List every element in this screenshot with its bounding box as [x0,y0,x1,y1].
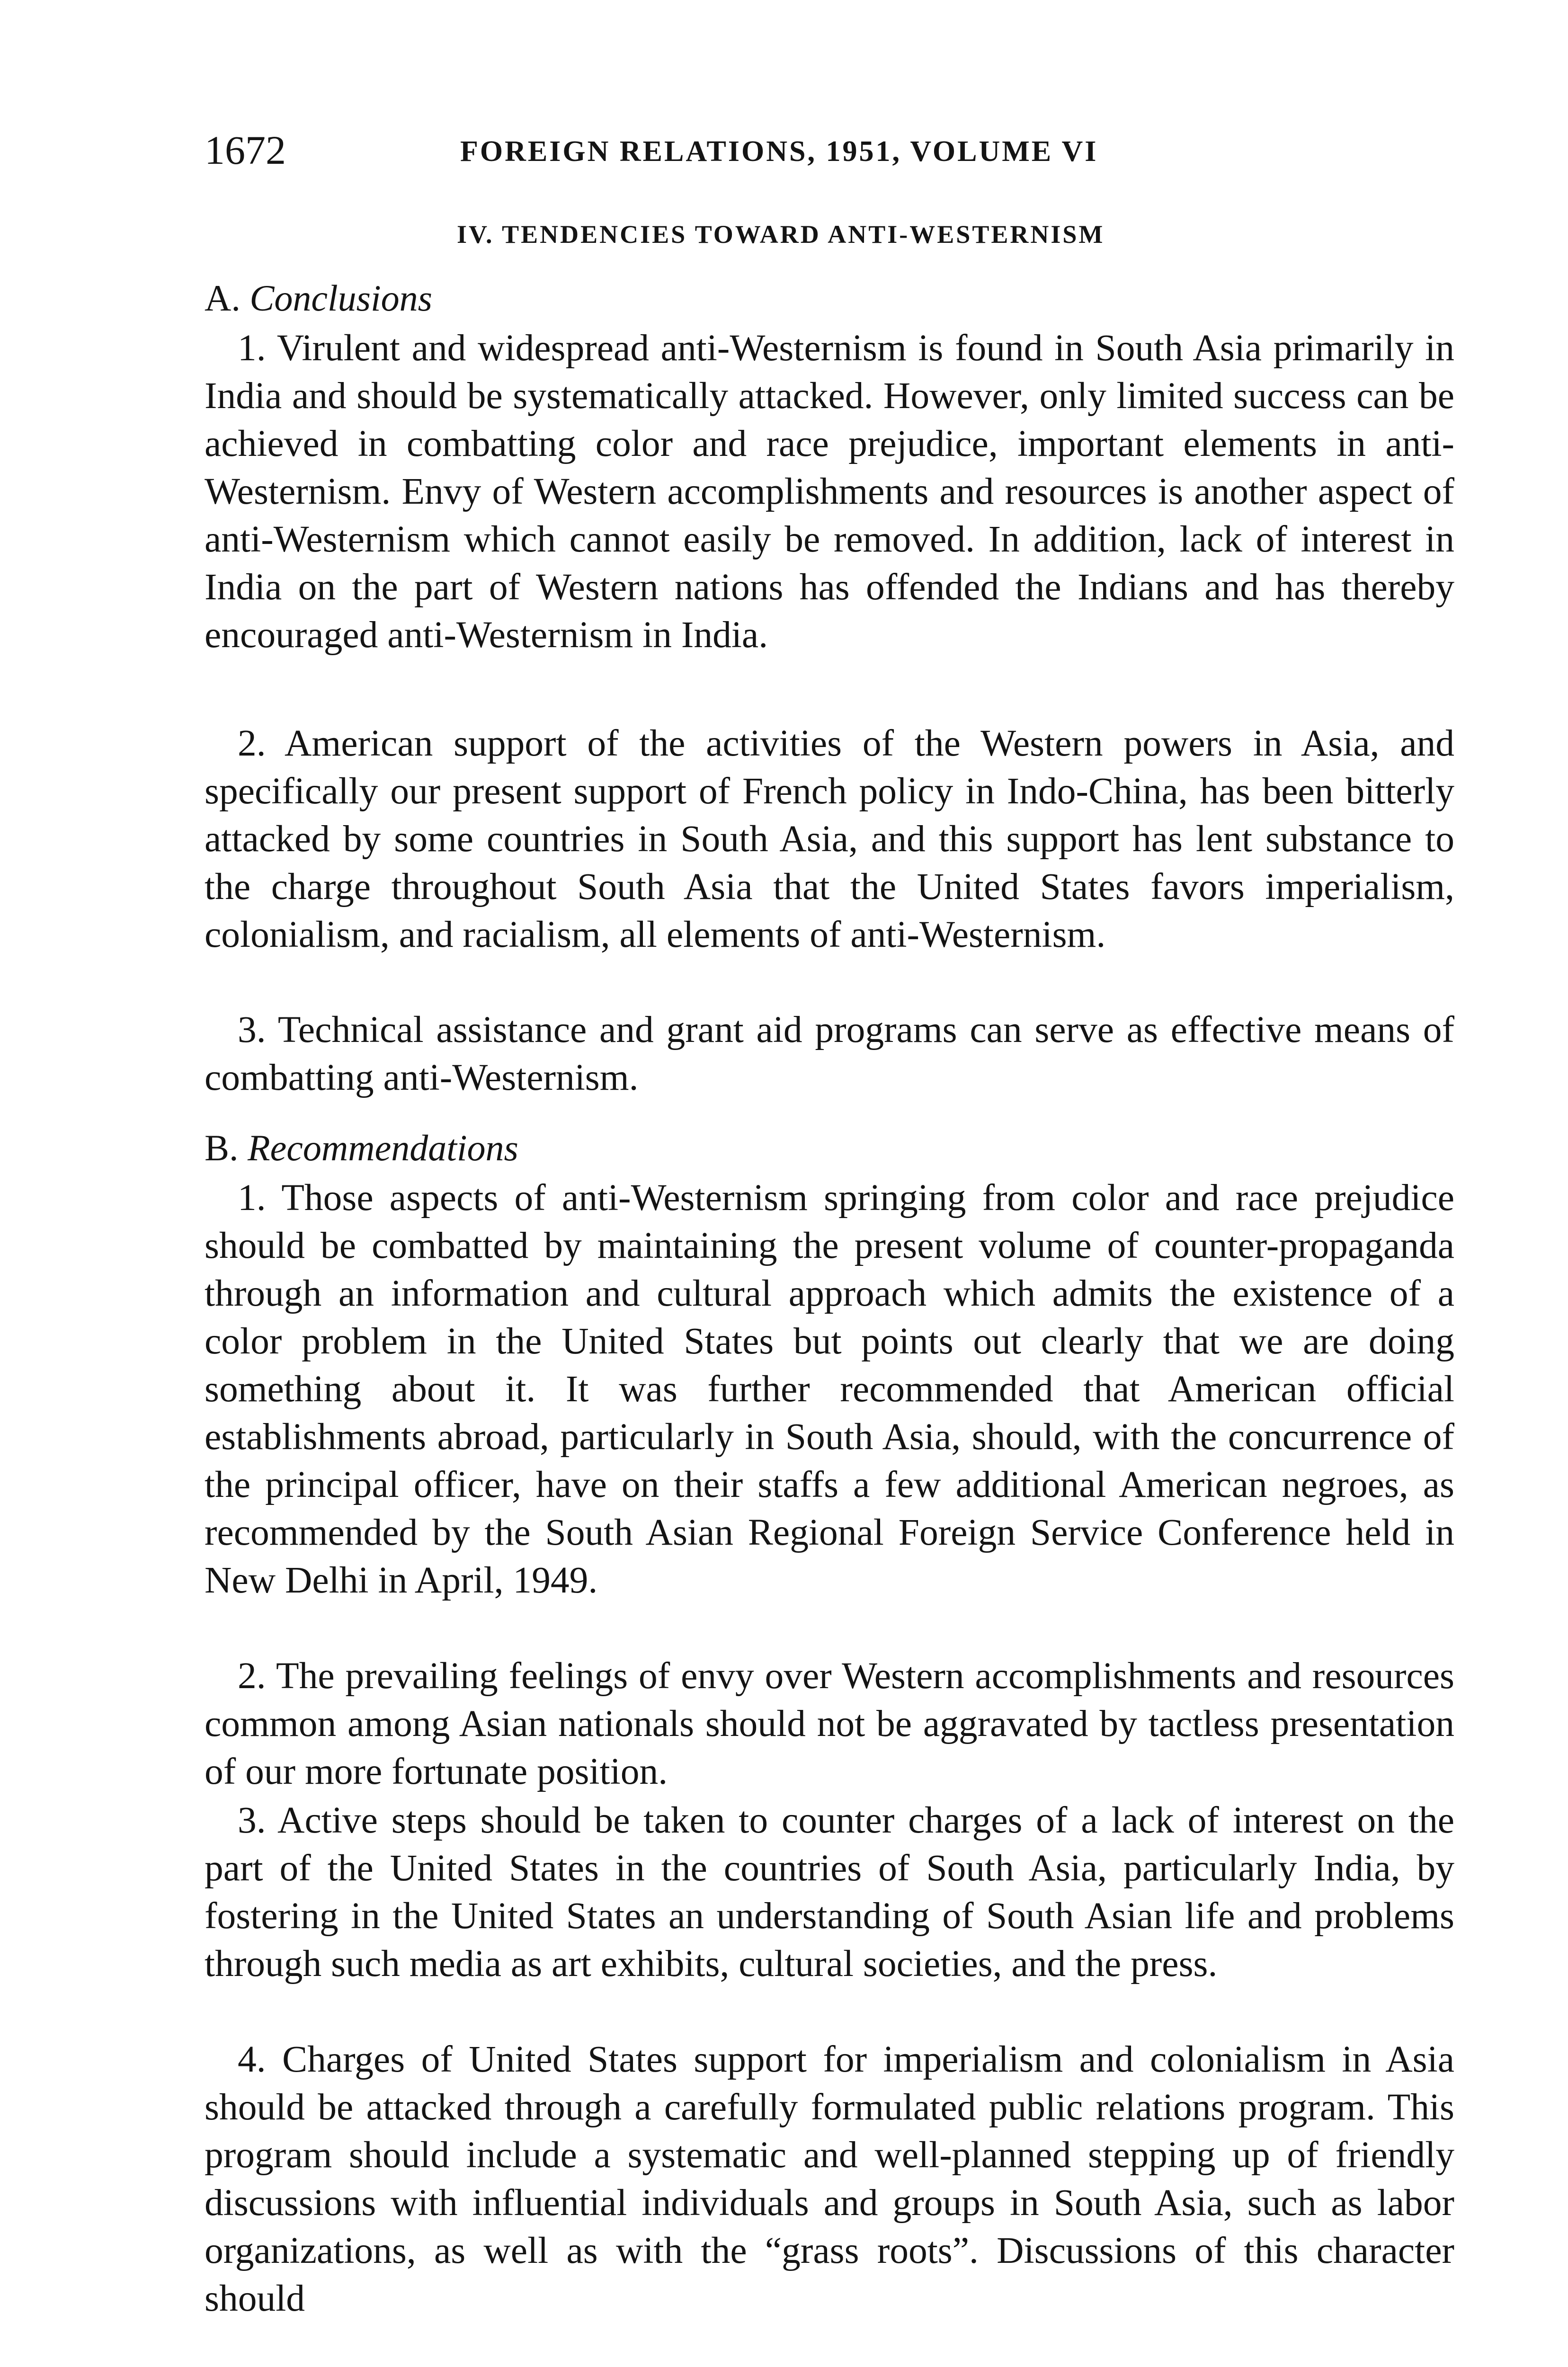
conclusion-paragraph-1: 1. Virulent and widespread anti-Westernism is found in South Asia primarily in India and should be systematically attacked. However, only limited success can be achieved in combatting color and race prejudice, important elements in anti-Westernism. Envy of Western accomplishments and resources is another aspect of anti-Westernism which cannot easily be removed. In addition, lack of interest in India on the part of Western nations has offended the Indians and has thereby encouraged anti-Westernism in India. [205,327,1454,656]
recommendation-paragraph-1: 1. Those aspects of anti-Westernism springing from color and race prejudice should be combatted by maintaining the present volume of counter-propaganda through an information and cultural approach which admits the existence of a color problem in the United States but points out clearly that we are doing something about it. It was further recommended that American official establishments abroad, particularly in South Asia, should, with the concurrence of the principal officer, have on their staffs a few additional American negroes, as recommended by the South Asian Regional Foreign Service Conference held in New Delhi in April, 1949. [205,1177,1454,1601]
running-head: FOREIGN RELATIONS, 1951, VOLUME VI [460,135,1098,168]
conclusion-paragraph-2: 2. American support of the activities of the Western powers in Asia, and specifically our present support of French policy in Indo-China, has been bitterly attacked by some countries in South Asia, and this support has lent substance to the charge throughout South Asia that the United States favors imperialism, colonialism, and racialism, all elements of anti-Westernism. [205,722,1454,955]
conclusions-title: Conclusions [249,277,433,319]
conclusion-paragraph-3: 3. Technical assistance and grant aid programs can serve as effective means of combatting anti-Westernism. [205,1009,1454,1098]
recommendations-label: B. [205,1127,239,1168]
page-number: 1672 [205,127,286,173]
recommendations-heading [205,1124,518,1172]
section-title: IV. TENDENCIES TOWARD ANTI-WESTERNISM [457,220,1105,249]
recommendation-paragraph-2: 2. The prevailing feelings of envy over Western accomplishments and resources common among Asian nationals should not be aggravated by tactless presentation of our more fortunate position. [205,1655,1454,1792]
page-header [205,124,1194,176]
recommendation-paragraph-3: 3. Active steps should be taken to counter charges of a lack of interest on the part of the United States in the countries of South Asia, particularly India, by fostering in the United States an understanding of South Asian life and problems through such media as art exhibits, cultural societies, and the press. [205,1799,1454,1984]
recommendations-title: Recommendations [248,1127,518,1168]
conclusions-label: A. [205,277,241,319]
conclusions-heading [205,275,432,322]
recommendation-paragraph-4: 4. Charges of United States support for imperialism and colonialism in Asia should be attacked through a carefully formulated public relations program. This program should include a systematic and well-planned stepping up of friendly discussions with influential individuals and groups in South Asia, such as labor organizations, as well as with the “grass roots”. Discussions of this character should [205,2038,1454,2319]
